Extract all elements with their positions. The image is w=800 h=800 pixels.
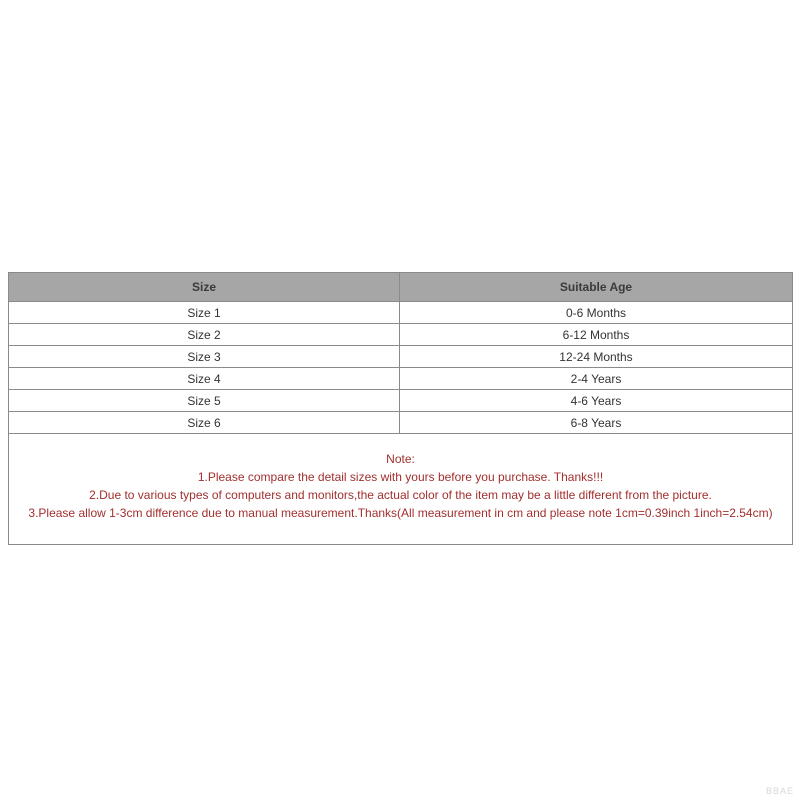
size-cell: Size 1 [9, 302, 400, 324]
age-cell: 6-8 Years [400, 412, 793, 434]
note-title: Note: [386, 452, 415, 466]
age-cell: 4-6 Years [400, 390, 793, 412]
table-header-row [9, 273, 793, 302]
note-line-1: 1.Please compare the detail sizes with yours before you purchase. Thanks!!! [197, 470, 604, 484]
note-row [9, 434, 793, 545]
size-cell: Size 2 [9, 324, 400, 346]
table-row [9, 412, 793, 434]
size-cell: Size 5 [9, 390, 400, 412]
table-row [9, 302, 793, 324]
size-cell: Size 6 [9, 412, 400, 434]
size-cell: Size 3 [9, 346, 400, 368]
watermark: BBAE [765, 786, 794, 796]
table-row [9, 390, 793, 412]
table-row [9, 368, 793, 390]
size-chart [8, 272, 792, 545]
column-header-size: Size [9, 273, 400, 302]
size-cell: Size 4 [9, 368, 400, 390]
note-line-3: 3.Please allow 1-3cm difference due to manual measurement.Thanks(All measurement in cm and please note 1cm=0.39inch 1inch=2.54cm) [28, 506, 773, 520]
note-line-2: 2.Due to various types of computers and monitors,the actual color of the item may be a little different from the picture. [89, 488, 712, 502]
age-cell: 2-4 Years [400, 368, 793, 390]
table-row [9, 324, 793, 346]
age-cell: 12-24 Months [400, 346, 793, 368]
note-cell [9, 434, 793, 545]
age-cell: 6-12 Months [400, 324, 793, 346]
size-table [8, 272, 793, 545]
age-cell: 0-6 Months [400, 302, 793, 324]
column-header-suitable-age: Suitable Age [400, 273, 793, 302]
table-row [9, 346, 793, 368]
